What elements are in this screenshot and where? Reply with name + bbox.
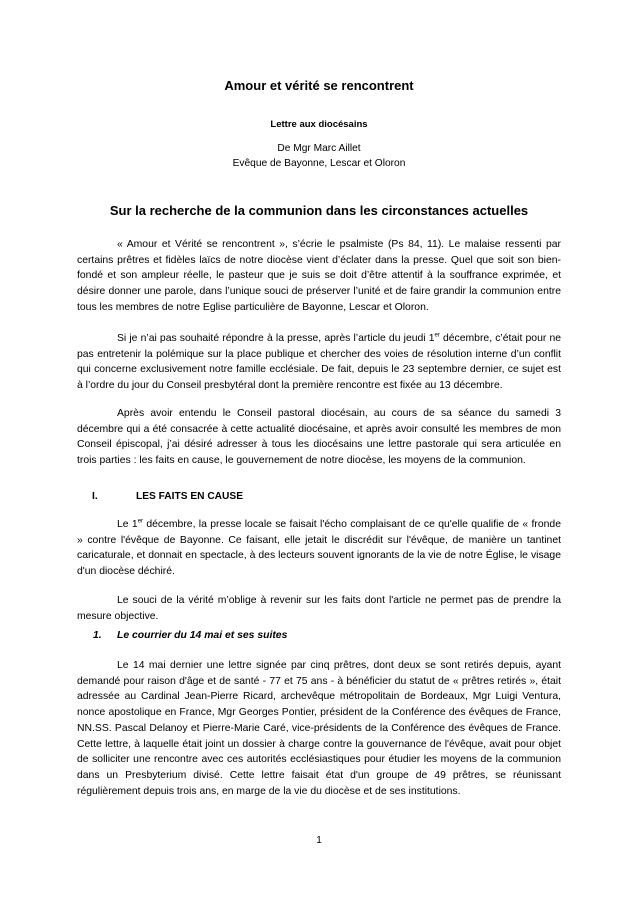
document-title: Amour et vérité se rencontrent (224, 78, 414, 93)
paragraph-press-text-b: décembre, c’était pour ne pas entretenir la polémique sur la place publique et chercher des voies de résolution interne d’un conflit qui concerne exclusivement notre famille ecclésiale. De fait, depuis le 23 septembre dernier, ce sujet est à l’ordre du jour du Conseil presbytéral dont la première rencontre est fixée au 13 décembre. (77, 333, 562, 392)
subsection-label: Le courrier du 14 mai et ses suites (117, 630, 288, 641)
paragraph-facts (77, 517, 561, 580)
paragraph-facts-text-a: Le 1 (117, 519, 138, 530)
subsection-heading-1 (93, 630, 287, 641)
letter-heading: Sur la recherche de la communion dans les circonstances actuelles (109, 203, 529, 218)
paragraph-truth: Le souci de la vérité m’oblige à revenir sur les faits dont l'article ne permet pas de prendre la mesure objective. (77, 595, 561, 622)
author-role-line: Evêque de Bayonne, Lescar et Oloron (232, 158, 406, 169)
section-heading-1 (92, 491, 243, 502)
page-number: 1 (316, 835, 322, 846)
paragraph-letter: Le 14 mai dernier une lettre signée par cinq prêtres, dont deux se sont retirés depuis, ayant demandé pour raison d'âge et de santé - 77 et 75 ans - à bénéficier du statut de « prêtres retirés », était adressée au Cardinal Jean-Pierre Ricard, archevêque métropolitain de Bordeaux, Mgr Luigi Ventura, nonce apostolique en France, Mgr Georges Pontier, président de la Conférence des évêques de France, NN.SS. Pascal Delanoy et Pierre-Marie Caré, vice-présidents de la Conférence des évêques de France. Cette lettre, à laquelle était joint un dossier à charge contre la gouvernance de l'évêque, avait pour objet de solliciter une rencontre avec ces autorités ecclésiastiques pour étudier les moyens de la communion dans un Presbyterium divisé. Cette lettre faisait état d'un groupe de 49 prêtres, se réunissant régulièrement depuis trois ans, en marge de la vie du diocèse et de ses institutions. (77, 660, 561, 797)
author-line: De Mgr Marc Aillet (277, 143, 361, 154)
section-number: I. (92, 491, 98, 502)
ordinal-superscript: er (137, 518, 144, 525)
section-label: LES FAITS EN CAUSE (136, 491, 243, 502)
paragraph-council: Après avoir entendu le Conseil pastoral diocésain, au cours de sa séance du samedi 3 décembre qui a été consacrée à cette actualité diocésaine, et après avoir consulté les membres de mon Conseil épiscopal, j’ai désiré adresser à tous les diocésains une lettre pastorale qui sera articulée en trois parties : les faits en cause, le gouvernement de notre diocèse, les moyens de la communion. (77, 408, 561, 467)
subsection-number: 1. (93, 630, 102, 641)
ordinal-superscript: er (434, 332, 440, 339)
paragraph-press-text-a: Si je n’ai pas souhaité répondre à la presse, après l’article du jeudi 1 (117, 333, 435, 344)
paragraph-press (77, 331, 561, 394)
paragraph-intro: « Amour et Vérité se rencontrent », s’écrie le psalmiste (Ps 84, 11). Le malaise ressenti par certains prêtres et fidèles laïcs de notre diocèse vient d’éclater dans la presse. Quel que soit son bien-fondé et son ampleur réelle, le pasteur que je suis se doit d’être attentif à la souffrance exprimée, et désire donner une parole, dans l’unique souci de préserver l’unité et de faire grandir la communion entre tous les membres de notre Eglise particulière de Bayonne, Lescar et Oloron. (77, 239, 561, 313)
document-subtitle: Lettre aux diocésains (270, 119, 368, 130)
paragraph-facts-text-b: décembre, la presse locale se faisait l'écho complaisant de ce qu'elle qualifie de « fronde » contre l'évêque de Bayonne. Ce faisant, elle jetait le discrédit sur l'évêque, de manière un tantinet caricaturale, et donnait en spectacle, à des lecteurs souvent ignorants de la vie de notre Église, le visage d'un diocèse déchiré. (77, 519, 561, 578)
